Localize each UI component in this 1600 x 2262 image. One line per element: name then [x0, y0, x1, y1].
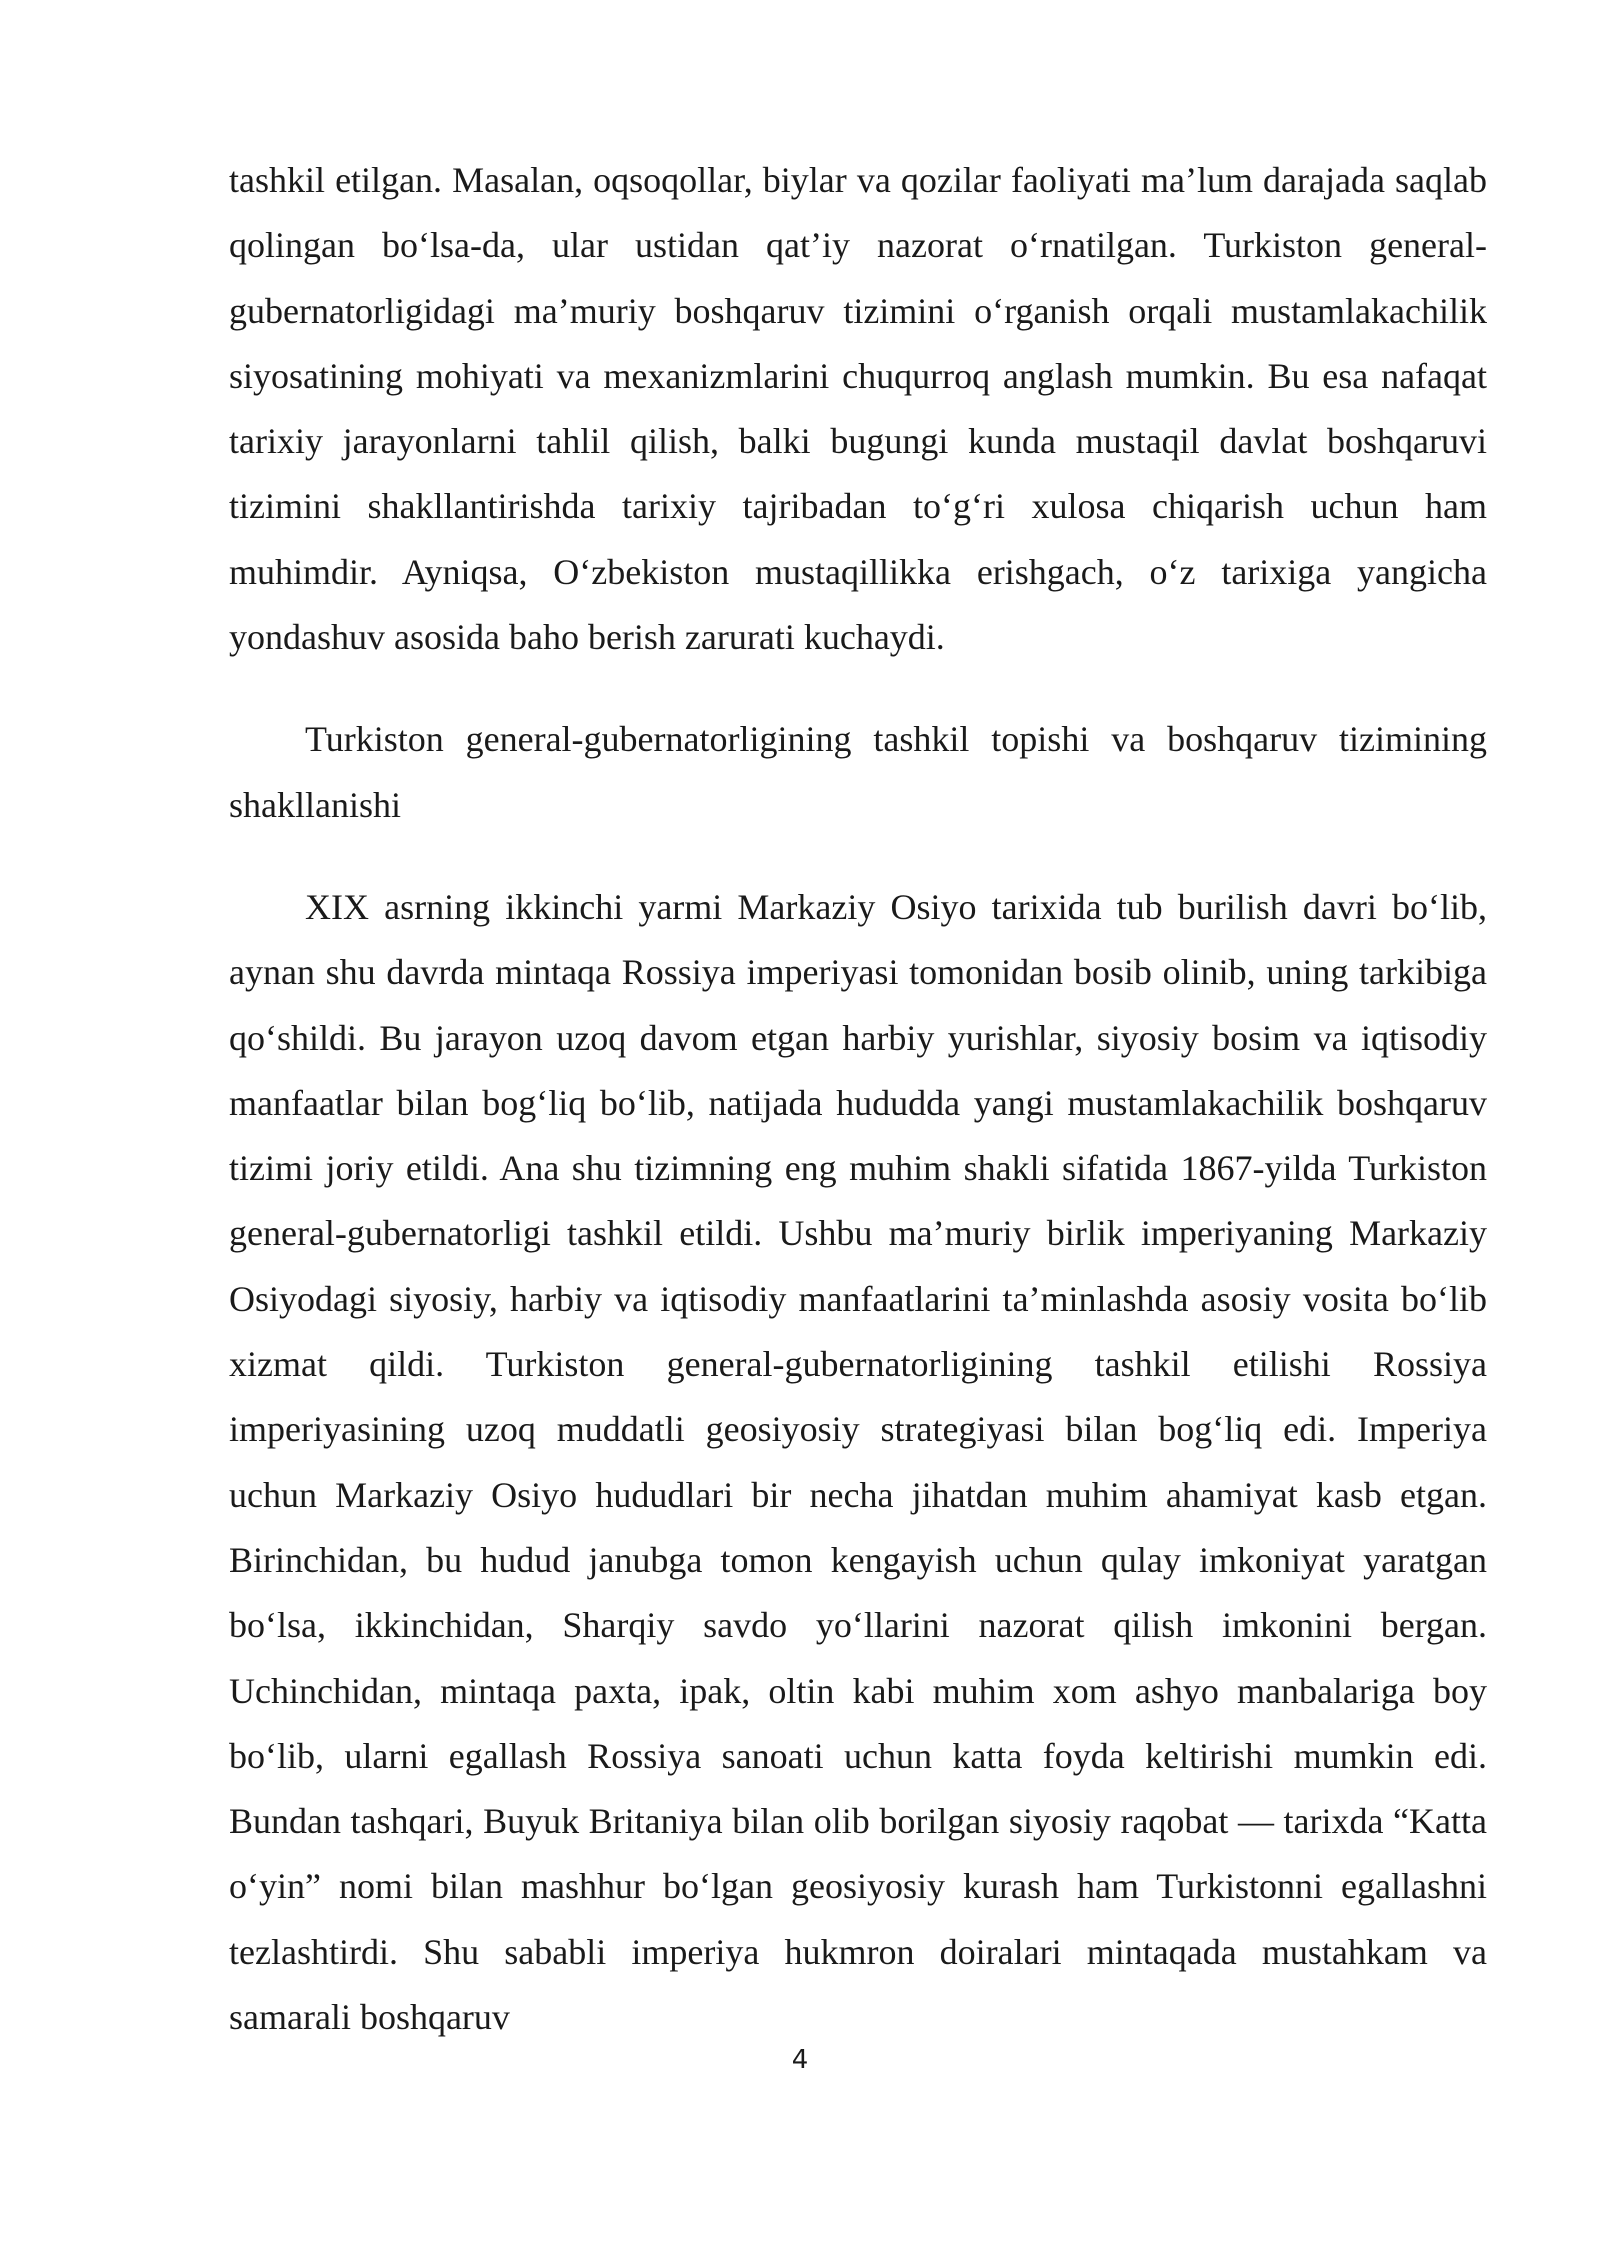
- page-number: 4: [791, 2045, 809, 2075]
- page-body: [229, 148, 1487, 2050]
- paragraph-main: XIX asrning ikkinchi yarmi Markaziy Osiyo tarixida tub burilish davri bo‘lib, aynan shu davrda mintaqa Rossiya imperiyasi tomonidan bosib olinib, uning tarkibiga qo‘shildi. Bu jarayon uzoq davom etgan harbiy yurishlar, siyosiy bosim va iqtisodiy manfaatlar bilan bog‘liq bo‘lib, natijada hududda yangi mustamlakachilik boshqaruv tizimi joriy etildi. Ana shu tizimning eng muhim shakli sifatida 1867-yilda Turkiston general-gubernatorligi tashkil etildi. Ushbu ma’muriy birlik imperiyaning Markaziy Osiyodagi siyosiy, harbiy va iqtisodiy manfaatlarini ta’minlashda asosiy vosita bo‘lib xizmat qildi. Turkiston general-gubernatorligining tashkil etilishi Rossiya imperiyasining uzoq muddatli geosiyosiy strategiyasi bilan bog‘liq edi. Imperiya uchun Markaziy Osiyo hududlari bir necha jihatdan muhim ahamiyat kasb etgan. Birinchidan, bu hudud janubga tomon kengayish uchun qulay imkoniyat yaratgan bo‘lsa, ikkinchidan, Sharqiy savdo yo‘llarini nazorat qilish imkonini bergan. Uchinchidan, mintaqa paxta, ipak, oltin kabi muhim xom ashyo manbalariga boy bo‘lib, ularni egallash Rossiya sanoati uchun katta foyda keltirishi mumkin edi. Bundan tashqari, Buyuk Britaniya bilan olib borilgan siyosiy raqobat — tarixda “Katta o‘yin” nomi bilan mashhur bo‘lgan geosiyosiy kurash ham Turkistonni egallashni tezlashtirdi. Shu sababli imperiya hukmron doiralari mintaqada mustahkam va samarali boshqaruv: [229, 886, 1487, 2038]
- paragraph-intro: tashkil etilgan. Masalan, oqsoqollar, biylar va qozilar faoliyati ma’lum darajada saqlab qolingan bo‘lsa-da, ular ustidan qat’iy nazorat o‘rnatilgan. Turkiston general-gubernatorligidagi ma’muriy boshqaruv tizimini o‘rganish orqali mustamlakachilik siyosatining mohiyati va mexanizmlarini chuqurroq anglash mumkin. Bu esa nafaqat tarixiy jarayonlarni tahlil qilish, balki bugungi kunda mustaqil davlat boshqaruvi tizimini shakllantirishda tarixiy tajribadan to‘g‘ri xulosa chiqarish uchun ham muhimdir. Ayniqsa, O‘zbekiston mustaqillikka erishgach, o‘z tarixiga yangicha yondashuv asosida baho berish zarurati kuchaydi.: [229, 160, 1487, 658]
- section-heading: Turkiston general-gubernatorligining tashkil topishi va boshqaruv tizimining shakllanishi: [229, 719, 1487, 825]
